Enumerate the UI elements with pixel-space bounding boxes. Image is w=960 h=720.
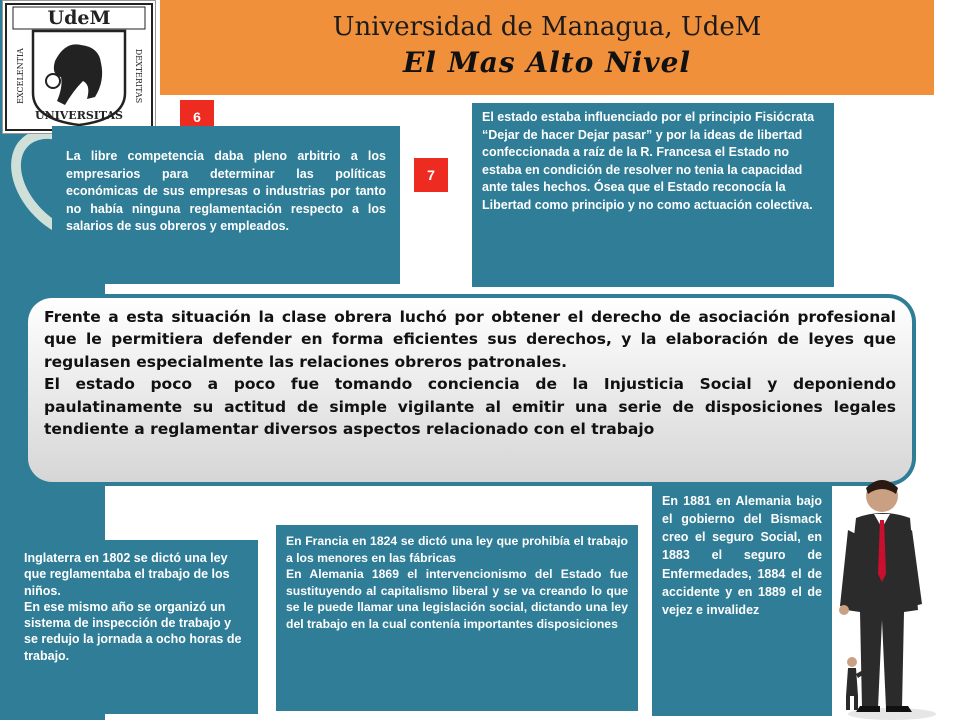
box-inglaterra-line-2: En ese mismo año se organizó un sistema de inspección de trabajo y se redujo la jornada a ocho horas de trabajo.	[24, 599, 242, 663]
box-francia-line-2: En Alemania 1869 el intervencionismo del Estado fue sustituyendo al capitalismo liberal y se va creando lo que se le puede llamar una legislación social, dictando una ley del trabajo en la cual contenía importantes disposiciones	[286, 567, 628, 631]
box-inglaterra	[14, 540, 258, 714]
main-paragraph-1: Frente a esta situación la clase obrera luchó por obtener el derecho de asociación profesional que le permitiera defender en forma eficientes sus derechos, y la elaboración de leyes que regulasen especialmente las relaciones obreros patronales.	[44, 308, 896, 371]
box-francia-alemania-text	[282, 531, 632, 705]
box-inglaterra-text	[20, 546, 252, 708]
box-libre-competencia	[52, 126, 400, 284]
slide-number-badge-6: 6	[180, 100, 214, 134]
main-paragraph-2: El estado poco a poco fue tomando conciencia de la Injusticia Social y deponiendo paulatinamente su actitud de simple vigilante al emitir una serie de disposiciones legales tendiente a reglamentar diversos aspectos relacionado con el trabajo	[44, 375, 896, 439]
header-subtitle: El Mas Alto Nivel	[402, 46, 692, 79]
box-francia-line-1: En Francia en 1824 se dictó una ley que prohibía el trabajo a los menores en las fábricas	[286, 534, 628, 565]
box-francia-alemania	[276, 525, 638, 711]
logo-left-text: EXCELENTIA	[16, 48, 25, 104]
box-estado-fisiocrata-text: El estado estaba influenciado por el principio Fisiócrata “Dejar de hacer Dejar pasar” y por la ideas de libertad confeccionada a raíz de la R. Francesa el Estado no estaba en condición de resolver no tenia la capacidad ante tales hechos. Ósea que el Estado reconocía la Libertad como principio y no como actuación colectiva.	[482, 110, 815, 212]
box-alemania-bismack	[652, 486, 832, 716]
logo-crest-icon	[3, 1, 155, 133]
box-libre-competencia-text: La libre competencia daba pleno arbitrio a los empresarios para determinar las políticas económicas de sus empresas o industrias por tanto no había ninguna reglamentación respecto a los salarios de sus obreros y empleados.	[66, 149, 386, 233]
box-estado-fisiocrata	[472, 103, 834, 287]
university-logo	[2, 0, 156, 134]
main-content-panel	[24, 294, 916, 486]
header-title: Universidad de Managua, UdeM	[332, 12, 762, 42]
logo-right-text: DEXTERITAS	[134, 48, 143, 104]
box-alemania-bismack-text: En 1881 en Alemania bajo el gobierno del Bismack creo el seguro Social, en 1883 el seguro de Enfermedades, 1884 el de accidente y en 1889 el de vejez e invalidez	[662, 494, 822, 617]
box-inglaterra-line-1: Inglaterra en 1802 se dictó una ley que reglamentaba el trabajo de los niños.	[24, 551, 230, 598]
logo-bottom-text: UNIVERSITAS	[34, 109, 124, 122]
main-content-text	[28, 298, 912, 482]
businessman-illustration-icon	[822, 470, 960, 720]
slide-number-badge-7: 7	[414, 158, 448, 192]
logo-top-text: UdeM	[47, 7, 111, 29]
header-banner	[160, 0, 934, 95]
